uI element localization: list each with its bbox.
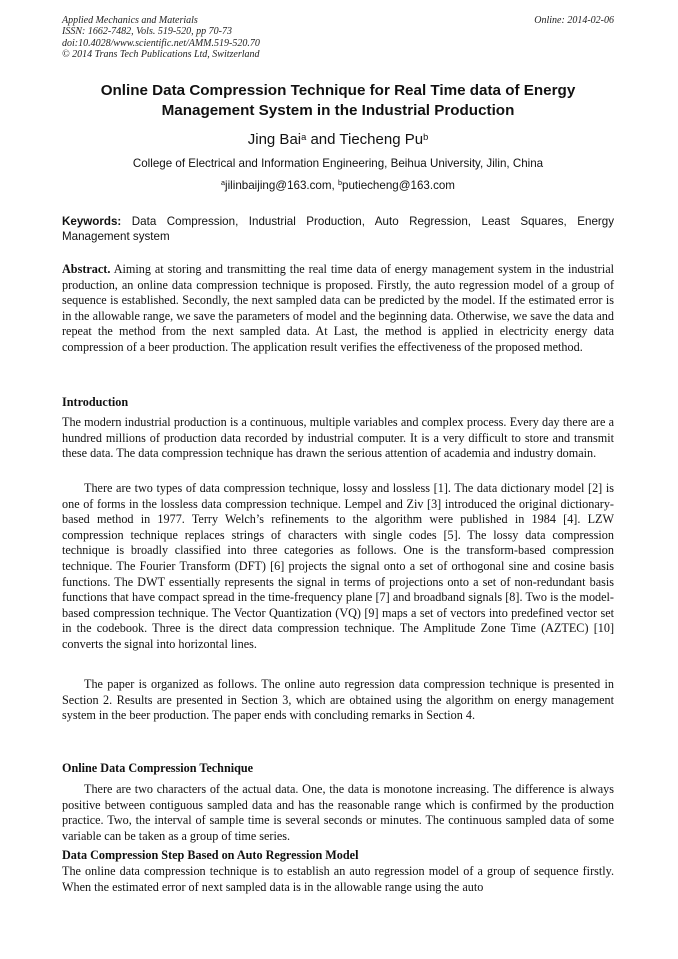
keywords xyxy=(62,214,614,245)
issn-line: ISSN: 1662-7482, Vols. 519-520, pp 70-73 xyxy=(62,26,232,38)
author-name: Jing Bai xyxy=(247,131,302,148)
paper-title: Online Data Compression Technique for Real Time data of Energy Management System in the Industrial Production xyxy=(100,82,576,119)
author-conjunction: and xyxy=(310,131,336,148)
paragraph: There are two types of data compression technique, lossy and lossless [1]. The data dictionary model [2] is one of forms in the lossless data compression technique. Lempel and Ziv [3] introduced the original dictionary-based method in 1977. Terry Welch’s refinements to the algorithm were published in 1984 [4]. LZW compression technique replaces strings of characters with single codes [5]. The lossy data compression technique is broadly classified into three categories as follows. One is the transform-based compression technique. The Fourier Transform (DFT) [6] projects the signal onto a set of orthogonal sine and cosine basis functions. The DWT essentially represents the signal in terms of projections onto a set of non-redundant basis functions that have compact spread in the time-frequency plane [7] and broadband signals [8]. Two is the model-based compression technique. The Vector Quantization (VQ) [9] maps a set of vectors into predefined vector set in the codebook. Three is the direct data compression technique. The Amplitude Zone Time (AZTEC) [10] converts the signal into horizontal lines. xyxy=(62,481,614,651)
email-line xyxy=(62,178,614,193)
abstract-text: Aiming at storing and transmitting the real time data of energy management system in the industrial production, an online data compression technique is proposed. Firstly, the auto regression model of a group of sequence is established. Secondly, the next sampled data can be predicted by the model. If the estimated error is in the allowable range, we save the parameters of model and the beginning data. Otherwise, we save the data and repeat the method from the next sampled data. At Last, the method is applied in electricity energy data compression of a beer production. The application result verifies the effectiveness of the proposed method. xyxy=(62,262,615,354)
affiliation: College of Electrical and Information Engineering, Beihua University, Jilin, China xyxy=(132,157,544,170)
email-mark: b xyxy=(338,178,342,187)
author-affil-mark: b xyxy=(423,132,429,142)
author-line xyxy=(62,131,614,149)
online-date: Online: 2014-02-06 xyxy=(534,15,614,26)
abstract-label: Abstract. xyxy=(62,262,111,276)
author-name: Tiecheng Pu xyxy=(339,131,424,148)
paragraph: The modern industrial production is a continuous, multiple variables and complex process. Every day there are a hundred millions of production data recorded by industrial computer. It is a very difficult to store and transmit these data. The data compression technique has drawn the serious attention of academia and industry domain. xyxy=(62,415,614,461)
journal-name: Applied Mechanics and Materials xyxy=(62,15,198,26)
copyright-line: © 2014 Trans Tech Publications Ltd, Switzerland xyxy=(62,49,260,61)
email-link[interactable]: putiecheng@163.com xyxy=(342,179,455,192)
abstract xyxy=(62,262,614,356)
paragraph: The online data compression technique is to establish an auto regression model of a group of sequence firstly. When the estimated error of next sampled data is in the allowable range using the auto xyxy=(62,864,614,894)
author-affil-mark: a xyxy=(301,132,307,142)
section-heading: Online Data Compression Technique xyxy=(62,761,254,775)
doi-line: doi:10.4028/www.scientific.net/AMM.519-520.70 xyxy=(62,37,260,49)
keywords-text: Data Compression, Industrial Production, Auto Regression, Least Squares, Energy Management system xyxy=(62,215,614,244)
keywords-label: Keywords: xyxy=(62,215,122,228)
email-mark: a xyxy=(221,178,226,187)
section-heading: Introduction xyxy=(62,395,129,409)
subsection-heading: Data Compression Step Based on Auto Regression Model xyxy=(62,848,359,862)
journal-header xyxy=(62,15,260,61)
paragraph: The paper is organized as follows. The online auto regression data compression technique is presented in Section 2. Results are presented in Section 3, which are obtained using the algorithm on energy management system in the beer production. The paper ends with concluding remarks in Section 4. xyxy=(62,677,614,723)
email-link[interactable]: jilinbaijing@163.com, xyxy=(225,179,335,192)
paragraph: There are two characters of the actual data. One, the data is monotone increasing. The difference is always positive between contiguous sampled data and has the reasonable range which is confirmed by the production practice. Two, the interval of sample time is several seconds or minutes. The continuous sampled data of some variable can be taken as a group of time series. xyxy=(62,782,614,843)
